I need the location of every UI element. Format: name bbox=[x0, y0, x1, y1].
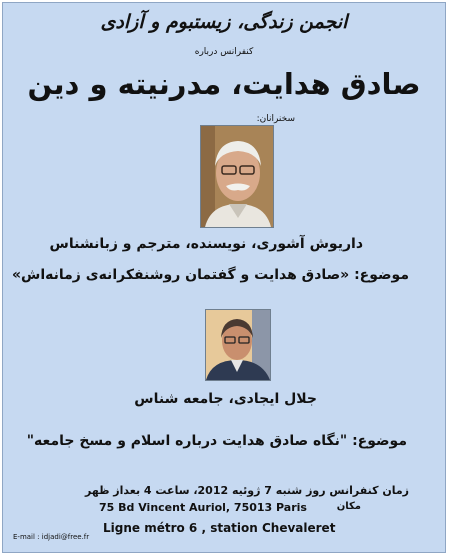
speaker1-topic: موضوع: «صادق هدایت و گفتمان روشنفکرانه‌ی زمانه‌اش» bbox=[11, 267, 409, 283]
speaker2-photo bbox=[205, 309, 271, 381]
speaker2-bio: جلال ایجادی، جامعه شناس bbox=[134, 391, 317, 407]
conference-date-time: زمان کنفرانس روز شنبه 7 ژوئیه 2012، ساعت 4 بعداز ظهر bbox=[85, 484, 409, 497]
conference-title: صادق هدایت، مدرنیته و دین bbox=[27, 67, 421, 101]
poster bbox=[2, 2, 446, 553]
metro-info: Ligne métro 6 , station Chevaleret bbox=[103, 521, 336, 535]
venue-label: مکان bbox=[336, 501, 361, 512]
contact-email: E-mail : idjadi@free.fr bbox=[13, 533, 90, 541]
speaker1-bio: داریوش آشوری، نویسنده، مترجم و زبانشناس bbox=[49, 236, 363, 252]
venue-address: 75 Bd Vincent Auriol, 75013 Paris bbox=[99, 501, 307, 514]
speaker1-photo bbox=[200, 125, 274, 228]
speaker2-topic: موضوع: "نگاه صادق هدایت درباره اسلام و مسخ جامعه" bbox=[26, 433, 407, 449]
speaker2-portrait-image bbox=[206, 310, 270, 380]
organization-name: انجمن زندگی، زیستبوم و آزادی bbox=[100, 11, 348, 33]
speaker1-portrait-image bbox=[201, 126, 273, 227]
conference-about-label: کنفرانس درباره bbox=[194, 47, 254, 57]
speakers-label: سخنرانان: bbox=[256, 114, 295, 124]
